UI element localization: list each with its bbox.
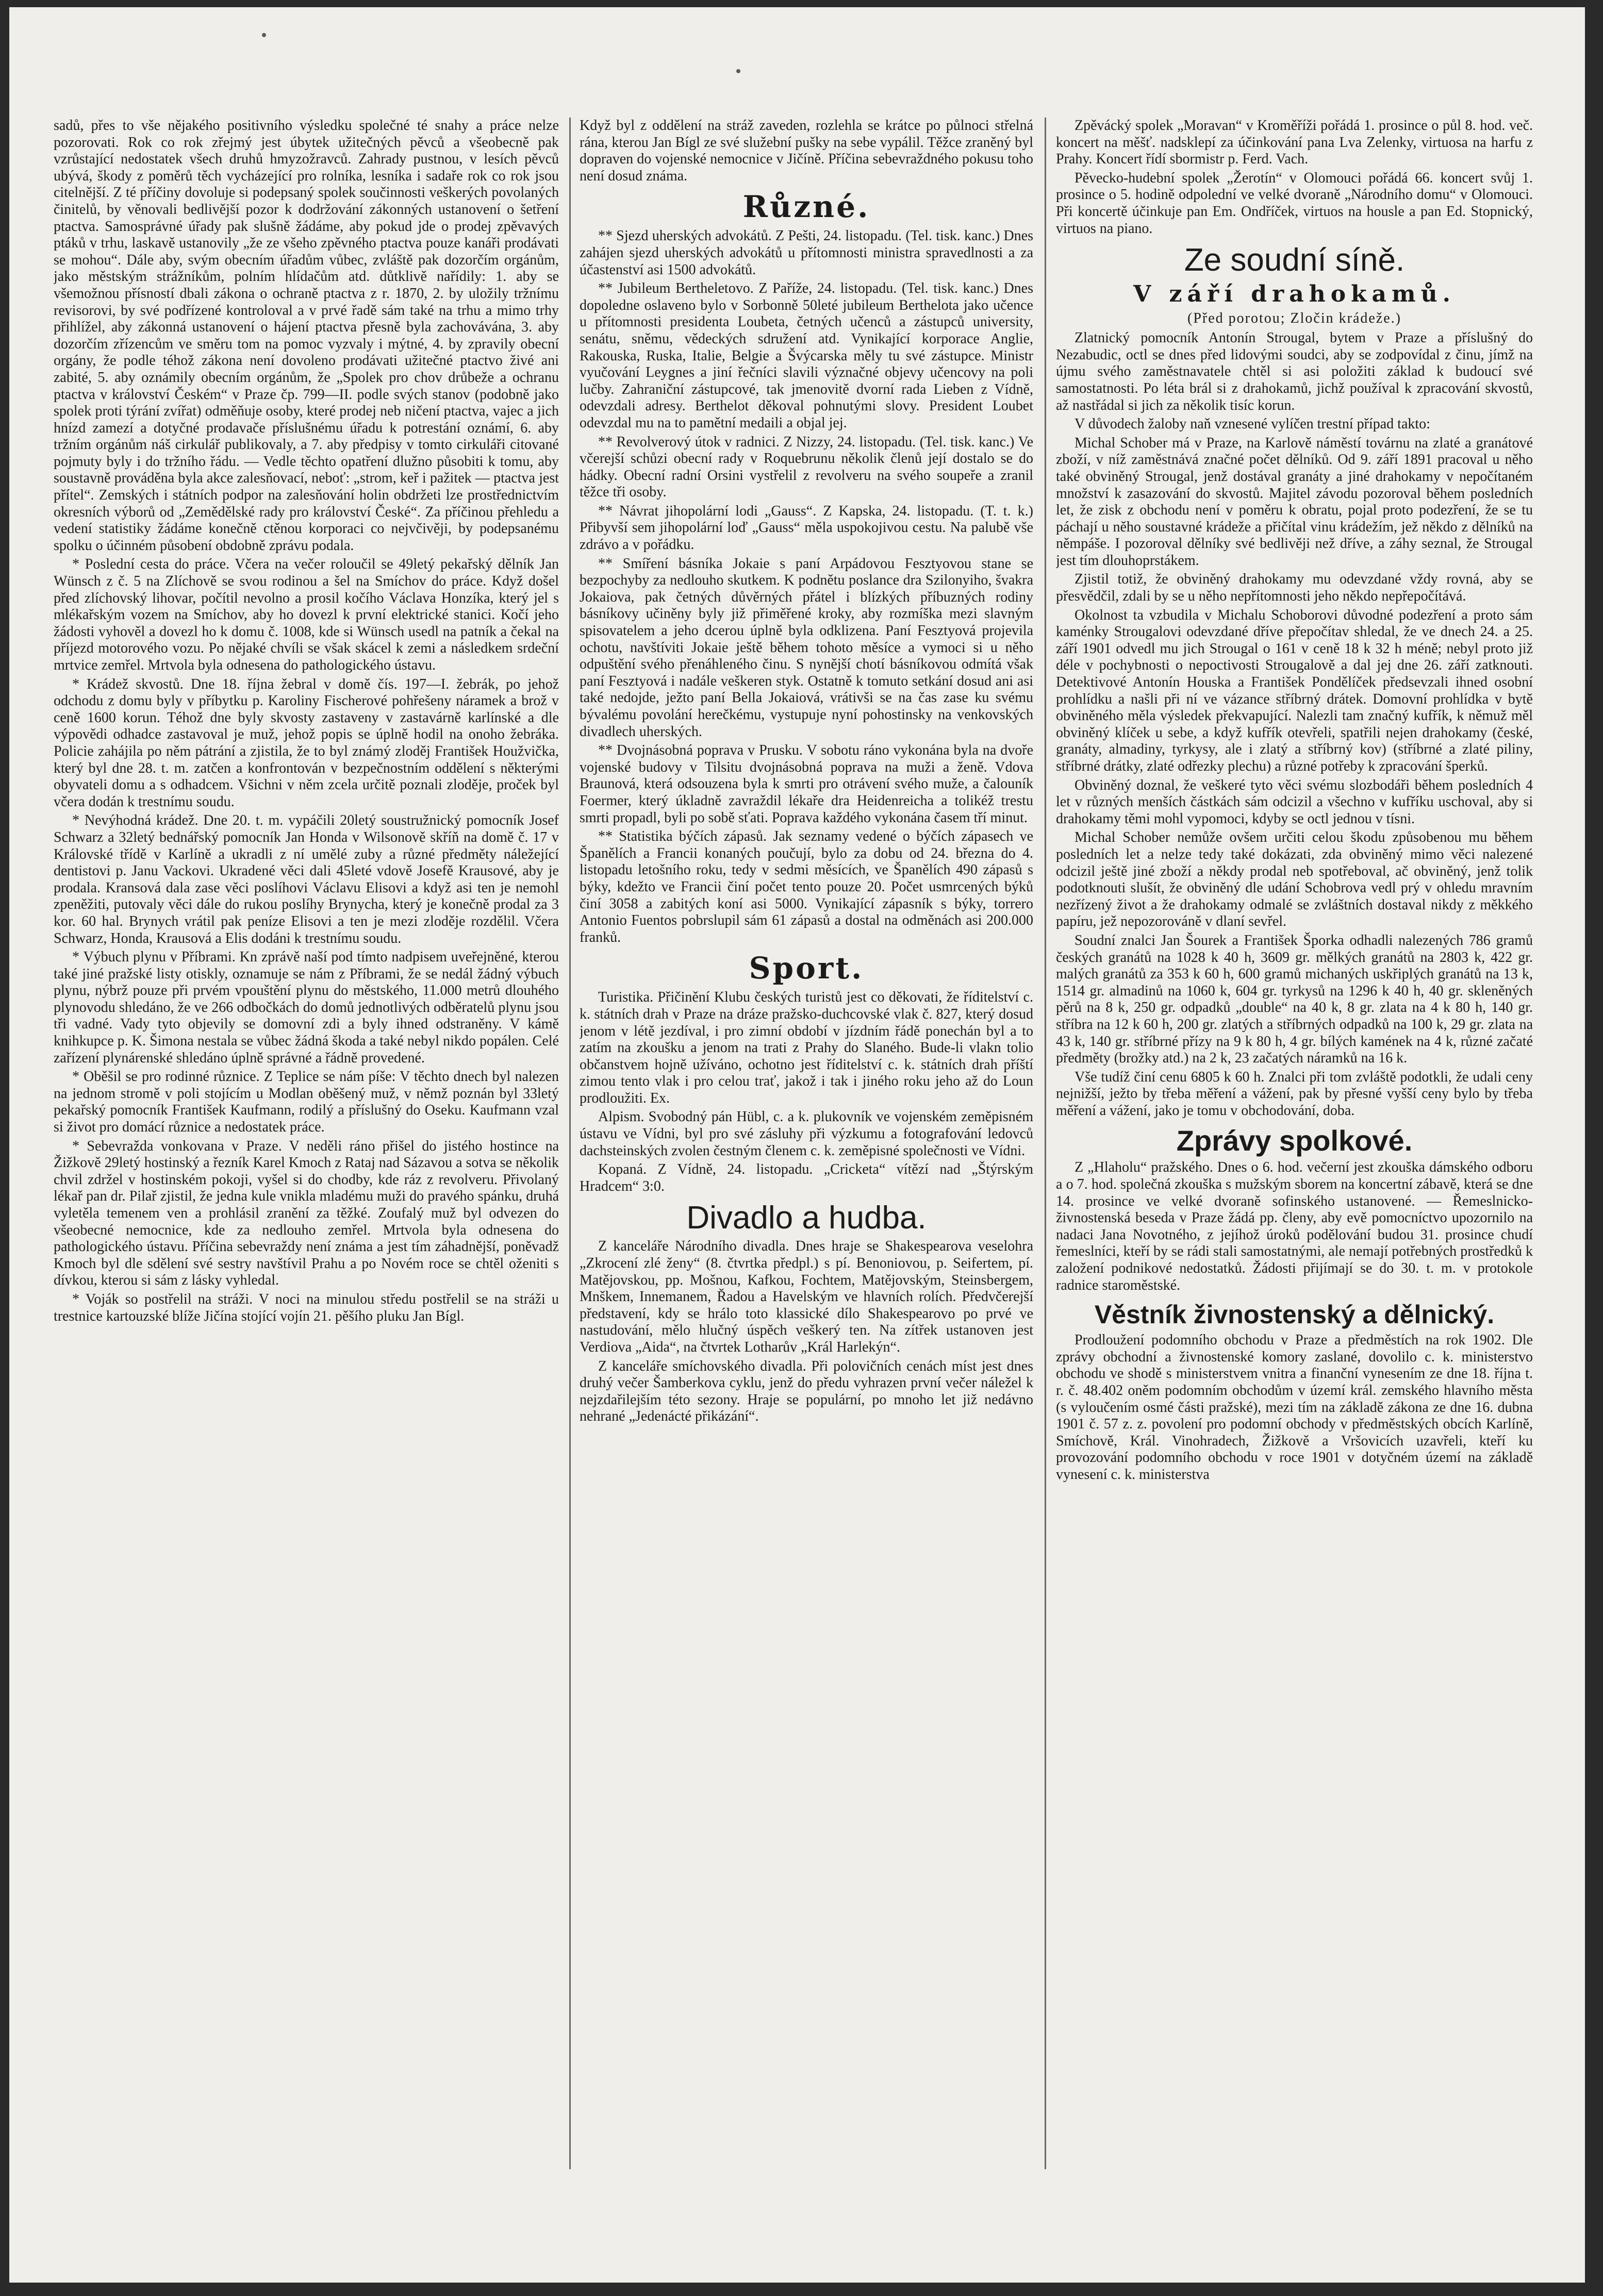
column-1 xyxy=(54,118,559,2169)
section-heading-divadlo: Divadlo a hudba. xyxy=(686,1200,927,1236)
article-paragraph: Vše tudíž činí cenu 6805 k 60 h. Znalci při tom zvláště podotkli, že udali ceny nejnižší, ježto by třeba měření a vážení, pak by přesné vyšší ceny bylo by třeba měření a vážení, jako je tomu v obchodování, doba. xyxy=(1056,1069,1533,1119)
article-paragraph: Soudní znalci Jan Šourek a František Šporka odhadli nalezených 786 gramů českých granátů na 1028 k 40 h, 3609 gr. mělkých granátů na 2803 k, 422 gr. malých granátů za 353 k 60 h, 600 gramů michaných uskřiplých granátů na 13 k, 1514 gr. almadinů na 1060 k, 604 gr. tyrkysů na 1296 k 40 h, 40 gr. skleněných pěrů na 8 k, 250 gr. odpadků „double“ na 40 k, 8 gr. zlata na 4 k 80 h, 140 gr. stříbra na 12 k 60 h, 200 gr. zlatých a stříbrných odpadků na 100 k, 29 gr. zlata na 43 k, 140 gr. stříbrné přízy na 9 k 80 h, 4 gr. bílých kamének na 4 k, různé začaté předměty (brožky atd.) na 2 k, 23 začatých náramků na 16 k. xyxy=(1056,932,1533,1067)
article-paragraph: * Poslední cesta do práce. Včera na večer roloučil se 49letý pekařský dělník Jan Wünsch z č. 5 na Zlíchově se svou rodinou a šel na Smíchov do práce. Když došel před zlíchovský lihovar, počítil nevolno a prosil kočího Václava Honzíka, který jel s mlékařským vozem na Smíchov, aby ho dovezl k první elektrické stanici. Kočí jeho žádosti vyhověl a dovezl ho k domu č. 1008, kde si Wünsch usedl na patník a čekal na příjezd motorového vozu. Po nějaké chvíli se však skácel k zemi a následkem srdeční mrtvice zemřel. Mrtvola byla odnesena do pathologického ústavu. xyxy=(54,556,559,673)
article-paragraph: Michal Schober má v Praze, na Karlově náměstí továrnu na zlaté a granátové zboží, v níž zaměstnává značné počet dělníků. Od 9. září 1891 pracoval u něho také obviněný Strougal, jenž dostával granáty a jiné drahokamy v nepočítaném množství k zasazování do skvostů. Majitel závodu pozoroval během posledních let, že zisk z obchodu není v poměru k obratu, pojal proto podezření, že se tu páchají u něho soustavné krádeže a přičítal vinu krádežím, jež někdo z dělníků na němpáše. I pozoroval dělníky své bedlivěji než dříve, a záhy seznal, že Strougal jest tím dlouhoprstákem. xyxy=(1056,435,1533,569)
article-paragraph: Když byl z oddělení na stráž zaveden, rozlehla se krátce po půlnoci střelná rána, kterou Jan Bígl ze své služební pušky na sebe vypálil. Těžce zraněný byl dopraven do vojenské nemocnice v Jičíně. Příčina sebevraždného pokusu toho není dosud známa. xyxy=(580,118,1033,184)
section-heading-sport: Sport. xyxy=(749,951,864,986)
news-item: Turistika. Přičinění Klubu českých turistů jest co děkovati, že říditelství c. k. státních drah v Praze na dráze pražsko-duchcovské vlak č. 827, který dosud jenom v létě jezdíval, i pro zimní období v jízdním řádě ponechán byl a to zatím na zkoušku a jenom na trati z Prahy do Slaného. Bude-li vlakn tolio občanstvem hojně užíváno, ochotno jest říditelství c. k. státních drah příští zimou tento vlak i pro celou trať, jakož i tak i jiného roku jeho až do Loun prodloužiti. Ex. xyxy=(580,989,1033,1106)
news-item: Prodloužení podomního obchodu v Praze a předměstích na rok 1902. Dle zprávy obchodní a živnostenské komory zaslané, dovolilo c. k. ministerstvo obchodu ve shodě s ministerstvem vnitra a finanční vynesením ze dne 18. října t. r. č. 48.402 oněm podomním obchodům v území král. zemského hlavního města (s vyloučením osmé části pražské), mezi tím na základě zákona ze dne 16. dubna 1901 č. 57 z. z. povolení pro podomní obchody v předměstských obcích Karlíně, Smíchově, Král. Vinohradech, Žižkově a Vršovicích uzavřeli, kteří ku provozování podomního obchodu v roce 1901 v dotyčném území na základě vynesení c. k. ministerstva xyxy=(1056,1332,1533,1483)
news-item: Z „Hlaholu“ pražského. Dnes o 6. hod. večerní jest zkouška dámského odboru a o 7. hod. společná zkouška s mužským sborem na koncertní zábavě, která se dne 14. prosince ve velké dvoraně sofinského ustanovené. — Řemeslnicko-živnostenská beseda v Praze žádá pp. členy, aby evě pomocníctvo upozornilo na nadaci Jana Novotného, z jejíhož úroků podělování budou 31. prosince chudí řemeslníci, kteří by se rádi stali samostatnými, ale nemají potřebných prostředků k založení podnikové nedostatků. Žádosti přijímají se do 30. t. m. v protokole radnice staroměstské. xyxy=(1056,1159,1533,1293)
column-3 xyxy=(1056,118,1533,2169)
article-paragraph: Zjistil totiž, že obviněný drahokamy mu odevzdané vždy rovná, aby se přesvědčil, zdali by se u něho nepřítomnosti jeho někdo nepřepočítává. xyxy=(1056,571,1533,605)
article-subtitle: (Před porotou; Zločin krádeže.) xyxy=(1187,310,1401,327)
section-heading-ruzne: Různé. xyxy=(742,189,870,225)
news-item: Z kanceláře Národního divadla. Dnes hraje se Shakespearova veselohra „Zkrocení zlé ženy“ (8. čtvrtka předpl.) s pí. Benoniovou, p. Seifertem, pí. Matějovskou, pp. Mošnou, Kafkou, Fochtem, Matějovským, Steinsbergem, Mnškem, Innemanem, Řadou a Havelským ve hlavních rolích. Předvčerejší představení, kdy se hrálo toto klassické dílo Shakespearovo po prvé ve nastudování, mělo hlučný úspěch veškerý ten. Na zítřek ustanoven jest Verdiova „Aida“, na čtvrtek Lotharův „Král Harlekýn“. xyxy=(580,1238,1033,1355)
news-item: Pěvecko-hudební spolek „Žerotín“ v Olomouci pořádá 66. koncert svůj 1. prosince o 5. hodině odpolední ve velké dvoraně „Národního domu“ v Olomouci. Při koncertě účinkuje pan Em. Ondříček, virtuos na housle a pan Ed. Stopnický, virtuos na piano. xyxy=(1056,170,1533,237)
article-paragraph: V důvodech žaloby naň vznesené vylíčen trestní případ takto: xyxy=(1075,416,1430,432)
news-item: ** Statistika býčích zápasů. Jak seznamy vedené o býčích zápasech ve Španělích a Francii konaných poučují, bylo za dobu od 24. března do 4. listopadu letošního roku, tedy v sedmi měsících, ve Španělích 490 zápasů s býky, kdežto ve Francii činí počet tento pouze 20. Počet usmrcených býků činí 3058 a zabitých koní asi 5000. Vynikající zápasník s býky, torrero Antonio Fuentos pobrslupil sám 61 zápasů a dostal na odměnách asi 200.000 franků. xyxy=(580,828,1033,945)
article-title: V září drahokamů. xyxy=(1133,281,1456,308)
article-paragraph: sadů, přes to vše nějakého positivního výsledku společné té snahy a práce nelze pozorovati. Rok co rok zřejmý jest úbytek užitečných pěvců a všeobecně pak vzrůstající nedostatek všech druhů hmyzožravců. Zahrady pustnou, v lesích pěvců ubývá, škody z poměrů těch vycházející pro rolníka, lesníka i sadaře rok co rok jsou citelnější. Z té příčiny dovoluje si podepsaný spolek součinnosti veškerých povolaných činitelů, by věnovali bedlivější pozor k dodržování zákonných ustanovení o šetření ptactva. Samosprávné úřady pak slušně žádáme, aby pokud jde o prodej zpěvavých ptáků v trhu, laskavě ustanovily „že ze všeho zpěvného ptactva pouze kanáři prodávati se mohou“. Dále aby, svým obecním úřadům vůbec, zvláště pak dozorčím orgánům, jako městským strážníkům, polním hlídačům atd. důtklivě nařídily: 1. aby se všemožnou přísností dbali zákona o ochraně ptactva z r. 1870, 2. by uložily tržnímu revisorovi, by své podřízené kontroloval a v prvé řadě sám také na trhu a mimo trhy přihlížel, aby zákonná ustanovení o hájení ptactva přesně byla zachovávána, 3. aby dozorčím zřízencům ve směru tom na pomoc vyzvaly i mýtné, 4. by zpravily obecní orgány, že podle téhož zákona není dovoleno prodávati užitečné ptactvo živé ani zabité, 5. aby oznámily obecním orgánům, že „Spolek pro chov drůbeže a ochranu ptactva v království Českém“ v Praze čp. 799—II. podle svých stanov (podobně jako spolek proti týrání zvířat) odměňuje osoby, které prodej neb ničení ptactva, vajec a jich hnízd zamezí a dotyčné prodavače příslušnému úřadu k potrestání oznámí, 6. aby tržním orgánům náš cirkulář publikovaly, a 7. aby předpisy v tomto cirkuláři citované pojmuty byly i do tržního řádu. — Vedle těchto opatření dlužno působiti k tomu, aby soustavně prováděna byla akce zalesňovací, neboť: „strom, keř i pažitek — ptactva jest přítel“. Zemských i státních podpor na zalesňování holin obdržeti lze prostřednictvím okresních výborů od „Zemědělské rady pro království České“. Za příčinou přehledu a vedení statistiky žádáme konečně ctěnou korporaci co nejvčivěji, by podepsanému spolku o účinném působení obdobně zprávu podala. xyxy=(54,118,559,554)
news-item: ** Návrat jihopolární lodi „Gauss“. Z Kapska, 24. listopadu. (T. t. k.) Přibyvší sem jihopolární loď „Gauss“ měla uspokojivou cestu. Na palubě vše zdrávo a v pořádku. xyxy=(580,503,1033,553)
column-2 xyxy=(580,118,1033,2169)
news-item: Zpěvácký spolek „Moravan“ v Kroměříži pořádá 1. prosince o půl 8. hod. več. koncert na měšť. nadsklepí za účinkování pana Lva Zelenky, virtuosa na harfu z Prahy. Koncert řídí sbormistr p. Ferd. Vach. xyxy=(1056,118,1533,168)
article-paragraph: * Krádež skvostů. Dne 18. října žebral v domě čís. 197—I. žebrák, po jehož odchodu z domu byly v příbytku p. Karoliny Fischerové pohřešeny náramek a brož v ceně 1600 korun. Téhož dne byly skvosty zastaveny v zastavárně karlínské a dle výpovědi odhadce zastavoval je muž, jehož popis se úplně hodil na onoho žebráka. Policie zahájila po něm pátrání a zjistila, že to byl známý zloděj František Houžvička, který byl dne 28. t. m. zatčen a konfrontován v bezpečnostním oddělení s některými obyvateli domu a s odhadcem. Všichni v něm zcela určitě poznali zloděje, proček byl včera dodán k trestnímu soudu. xyxy=(54,676,559,810)
news-item: ** Dvojnásobná poprava v Prusku. V sobotu ráno vykonána byla na dvoře vojenské budovy v Tilsitu dvojnásobná poprava na muži a ženě. Vdova Braunová, která odsouzena byla k smrti pro otrávení svého muže, a čalouník Foermer, který úkladně zavraždil lékaře dra Heidenreicha a tolikéž trestu smrti propadl, byli po sobě sťati. Poprava každého vykonána časem tří minut. xyxy=(580,742,1033,826)
news-item: Alpism. Svobodný pán Hübl, c. a k. plukovník ve vojenském zeměpisném ústavu ve Vídni, byl pro své zásluhy při výzkumu a fotografování ledovců dachsteinských zvolen čestným členem c. k. zeměpisné společnosti ve Vídni. xyxy=(580,1109,1033,1159)
article-paragraph: Zlatnický pomocník Antonín Strougal, bytem v Praze a příslušný do Nezabudic, octl se dnes před lidovými soudci, aby se zodpovídal z činu, jímž na újmu svého zaměstnavatele chtěl si asi položiti základ k budoucí své samostatnosti. Po léta brál si z drahokamů, jichž používal k zpracování skvostů, až nastřádal si jich za několik tisíc korun. xyxy=(1056,330,1533,413)
article-paragraph: * Voják so postřelil na stráži. V noci na minulou středu postřelil se na stráži u trestnice kartouzské blíže Jičína stojící vojín 21. pěšího pluku Jan Bígl. xyxy=(54,1291,559,1324)
column-rule xyxy=(569,118,571,2169)
print-dot xyxy=(736,69,740,73)
article-paragraph: * Nevýhodná krádež. Dne 20. t. m. vypáčili 20letý soustružnický pomocník Josef Schwarz a 32letý bednářský pomocník Jan Honda v Wilsonově skříň na domě č. 17 v Královské třídě v Karlíně a ukradli z ní umělé zuby a různé předměty náležející dentistovi p. Janu Vackovi. Ukradené věci dali 45leté vdově Josefě Krausové, aby je prodala. Kransová dala zase věci poslíhovi Václavu Elisovi a když asi ten je nemohl zpeněžiti, putovaly věci dále do rukou poslíhy Brynycha, který je konečně prodal za 3 kor. 60 hal. Brynych vrátil pak peníze Elisovi a ten je mezi zloděje rozdělil. Včera Schwarz, Honda, Krausová a Elis dodáni k trestnímu soudu. xyxy=(54,812,559,946)
news-item: ** Revolverový útok v radnici. Z Nizzy, 24. listopadu. (Tel. tisk. kanc.) Ve včerejší schůzi obecní rady v Roquebrunu několik členů její dostalo se do hádky. Obecní radní Orsini vystřelil z revolveru na svého soupeře a zranil těžce tři osoby. xyxy=(580,434,1033,501)
column-rule xyxy=(1045,118,1046,2169)
news-item: ** Sjezd uherských advokátů. Z Pešti, 24. listopadu. (Tel. tisk. kanc.) Dnes zahájen sjezd uherských advokátů u přítomnosti ministra spravedlnosti a za účastenství asi 1500 advokátů. xyxy=(580,228,1033,278)
print-dot xyxy=(262,33,266,37)
news-item: Kopaná. Z Vídně, 24. listopadu. „Cricketa“ vítězí nad „Štýrským Hradcem“ 3:0. xyxy=(580,1161,1033,1194)
article-paragraph: * Výbuch plynu v Příbrami. Kn zprávě naší pod tímto nadpisem uveřejněné, kterou také jiné pražské listy otiskly, oznamuje se nám z Příbrami, že se nedál žádný výbuch plynu, nýbrž pouze při prvém vpouštění plynu do městského, 11.000 metrů dlouhého plynovodu shledáno, že ve 266 odbočkách do domů jednotlivých odběratelů plynu jsou tři vadné. Vady tyto objevily se domovní zdi a byly ihned odstraněny. V kámě knihkupce p. K. Šimona nestala se vůbec žádná škoda a také nebyl nikdo popálen. Celé zařízení plynárenské shledáno úplně správné a řádně provedené. xyxy=(54,949,559,1066)
article-paragraph: * Oběšil se pro rodinné různice. Z Teplice se nám píše: V těchto dnech byl nalezen na jednom stromě v poli stojícím u Modlan oběšený muž, v němž poznán byl 33letý pekařský pomocník František Kaufmann, rodilý a příslušný do Oseku. Kaufmann vzal si život pro domácí různice a nedostatek práce. xyxy=(54,1069,559,1136)
news-item: Z kanceláře smíchovského divadla. Při polovičních cenách míst jest dnes druhý večer Šamberkova cyklu, jenž do předu vyhrazen první večer náležel k nejzdařilejším této sezony. Hraje se populární, po mnoho let již nedávno nehrané „Jedenácté přikázání“. xyxy=(580,1358,1033,1425)
section-heading-spolky: Zprávy spolkové. xyxy=(1176,1124,1413,1157)
section-heading-soud: Ze soudní síně. xyxy=(1184,242,1405,278)
article-paragraph: Obviněný doznal, že veškeré tyto věci svému slozbodáři během posledních 4 let v různých menších částkách sám odcizil a všechno v kufříku uschoval, aby si drahokamy těmi mohl vypomoci, kdyby se octl jednou v tísni. xyxy=(1056,777,1533,827)
section-heading-vestnik: Věstník živnostenský a dělnický. xyxy=(1094,1300,1495,1329)
article-paragraph: Okolnost ta vzbudila v Michalu Schoborovi důvodné podezření a proto sám kaménky Strougalovi odevzdané dříve přepočítav shledal, že ve dnech 24. a 25. září 1901 odvedl mu jich Strougal o 161 v ceně 18 k 32 h méně; nebyl proto již déle v pochybnosti o nepoctivosti Strougalově a dal jej dne 26. září zatknouti. Detektivové Antonín Houska a František Pondělíček předsevzali ihned osobní prohlídku a našli při ní ve vázance stříbrný drátek. Domovní prohlídka v bytě obviněného měla výsledek překvapující. Nalezli tam značný kufřík, k němuž měl obviněný klíček u sebe, a když kufřík otevřeli, spatřili nejen drahokamy (české, granáty, almadiny, tyrkysy, ale i zlatý a stříbrný kov) (stříbrné a zlaté piliny, stříbrné drátky, zlaté odřezky plechu) a různé potřeby k zpracování šperků. xyxy=(1056,607,1533,774)
news-item: ** Smíření básníka Jokaie s paní Arpádovou Fesztyovou stane se bezpochyby za nedlouho skutkem. K podnětu poslance dra Szilonyiho, švakra Jokaiova, pak četných důvěrných přátel i blízkých příbuzných rodiny básníkovy učiněny byly již přiměřené kroky, aby rozmíška mezi slavným spisovatelem a jeho dcerou úplně byla odklizena. Paní Fesztyová projevila ochotu, navštíviti Jokaie ještě během tohoto měsíce a vymoci si u něho odpuštění svého přenáhleného činu. S nynější chotí básníkovou odmítá však paní Fesztyová i nadále veškeren styk. Ostatně k tomuto setkání dosud ani asi také nedojde, ježto paní Bella Jokaiová, vrátivši se na čas zase ku svému bývalému povolání herečkému, vystupuje nyní pohostinsky na venkovských divadlech uherských. xyxy=(580,555,1033,740)
article-paragraph: * Sebevražda vonkovana v Praze. V neděli ráno přišel do jistého hostince na Žižkově 29letý hostinský a řezník Karel Kmoch z Rataj nad Sázavou a sotva se několik chvil zdržel v hostinském pokoji, vyšel si do chodby, kde ráz z revolveru. Přivolaný lékař pan dr. Pilař zjistil, že jedna kule vnikla mladému muži do pravého spánku, druhá vyletěla temenem ven a prohlásil zranění za těžké. Zoufalý muž byl odvezen do všeobecné nemocnice, kde za nedlouho zemřel. Mrtvola byla odnesena do pathologického ústavu. Příčina sebevraždy není známa a jest tím záhadnější, poněvadž Kmoch byl dle sdělení své sestry navštívil Prahu a po Novém roce se chtěl oženiti s dívkou, kterou si sám z lásky vyhledal. xyxy=(54,1138,559,1289)
article-paragraph: Michal Schober nemůže ovšem určiti celou škodu způsobenou mu během posledních let a nelze tedy také dokázati, zda obviněný mimo věci nalezené odcizil ještě jiné zboží a někdy prodal neb spotřeboval, ač obviněný, jenž tolik podotknouti slušít, že obviněný dle udání Schobrova vedl prý v ohledu mravním nezřízený život a že drahokamy odmalé se zvláštních dostaval nikdy z měkkého papíru, jež nepozorováně v dlaní sevřel. xyxy=(1056,829,1533,930)
news-item: ** Jubileum Bertheletovo. Z Paříže, 24. listopadu. (Tel. tisk. kanc.) Dnes dopoledne oslaveno bylo v Sorbonně 50leté jubileum Berthelota jako učence u přítomnosti presidenta Loubeta, četných učenců a zástupců university, senátu, sněmu, vědeckých sdružení atd. Vynikající korporace Anglie, Rakouska, Ruska, Italie, Belgie a Švýcarska měly tu své zástupce. Ministr vyučování Leygnes a jiní řečníci slavili význačné objevy učencovy na poli lučby. Zahraniční zástupcové, tak jmenovitě dvorní rada Lieben z Vídně, odevzdali adresy. Berthelot děkoval pohnutými slovy. President Loubet odevzdal mu na to pamětní medaili a objal jej. xyxy=(580,280,1033,431)
newspaper-page xyxy=(9,7,1585,2283)
